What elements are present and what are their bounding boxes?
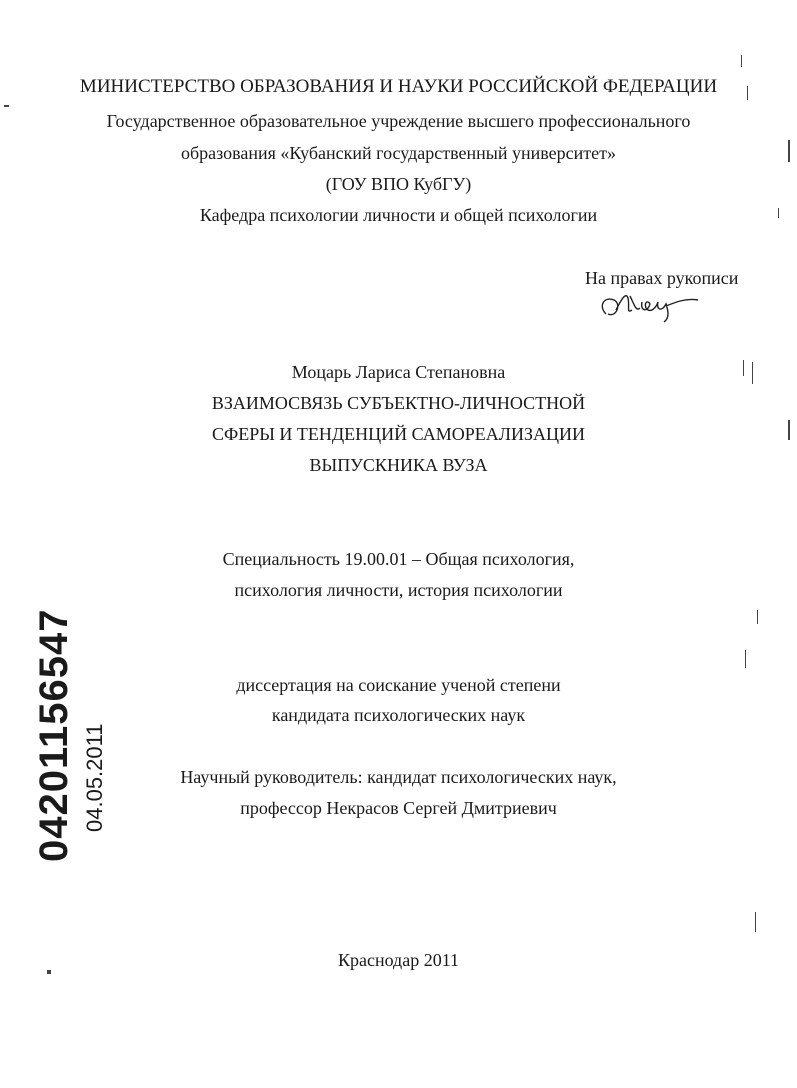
specialty-line-1: Специальность 19.00.01 – Общая психология, <box>222 549 575 569</box>
scan-mark <box>4 105 9 107</box>
department-name: Кафедра психологии личности и общей психологии <box>199 205 598 225</box>
scan-mark <box>788 420 790 440</box>
degree-line-2: кандидата психологических наук <box>271 705 526 725</box>
supervisor-line-1: Научный руководитель: кандидат психологических наук, <box>180 767 617 787</box>
supervisor-line-2: профессор Некрасов Сергей Дмитриевич <box>240 798 557 818</box>
title-line-2: СФЕРЫ И ТЕНДЕНЦИЙ САМОРЕАЛИЗАЦИИ <box>211 424 586 444</box>
scan-mark <box>778 208 779 218</box>
library-stamp-date: 04.05.2011 <box>82 723 107 832</box>
scan-mark <box>755 912 756 932</box>
manuscript-note: На правах рукописи <box>585 268 739 288</box>
specialty-line-2: психология личности, история психологии <box>234 580 563 600</box>
scan-mark <box>743 360 744 376</box>
title-line-3: ВЫПУСКНИКА ВУЗА <box>309 455 488 475</box>
library-stamp-number: 04201156547 <box>32 608 76 862</box>
institution-abbreviation: (ГОУ ВПО КубГУ) <box>325 174 472 194</box>
ministry-heading: МИНИСТЕРСТВО ОБРАЗОВАНИЯ И НАУКИ РОССИЙСКОЙ ФЕДЕРАЦИИ <box>79 76 718 97</box>
scan-mark <box>47 970 51 974</box>
institution-line-1: Государственное образовательное учреждение высшего профессионального <box>106 111 691 131</box>
author-signature <box>596 288 706 324</box>
author-name: Моцарь Лариса Степановна <box>291 362 506 382</box>
degree-line-1: диссертация на соискание ученой степени <box>236 675 561 695</box>
scan-mark <box>788 140 790 162</box>
scan-mark <box>752 362 753 384</box>
scan-mark <box>757 610 758 624</box>
institution-line-2: образования «Кубанский государственный университет» <box>180 143 616 163</box>
city-year: Краснодар 2011 <box>337 950 460 970</box>
title-line-1: ВЗАИМОСВЯЗЬ СУБЪЕКТНО-ЛИЧНОСТНОЙ <box>211 393 586 413</box>
scan-mark <box>745 650 746 668</box>
scan-mark <box>747 86 748 100</box>
scan-mark <box>741 55 742 67</box>
